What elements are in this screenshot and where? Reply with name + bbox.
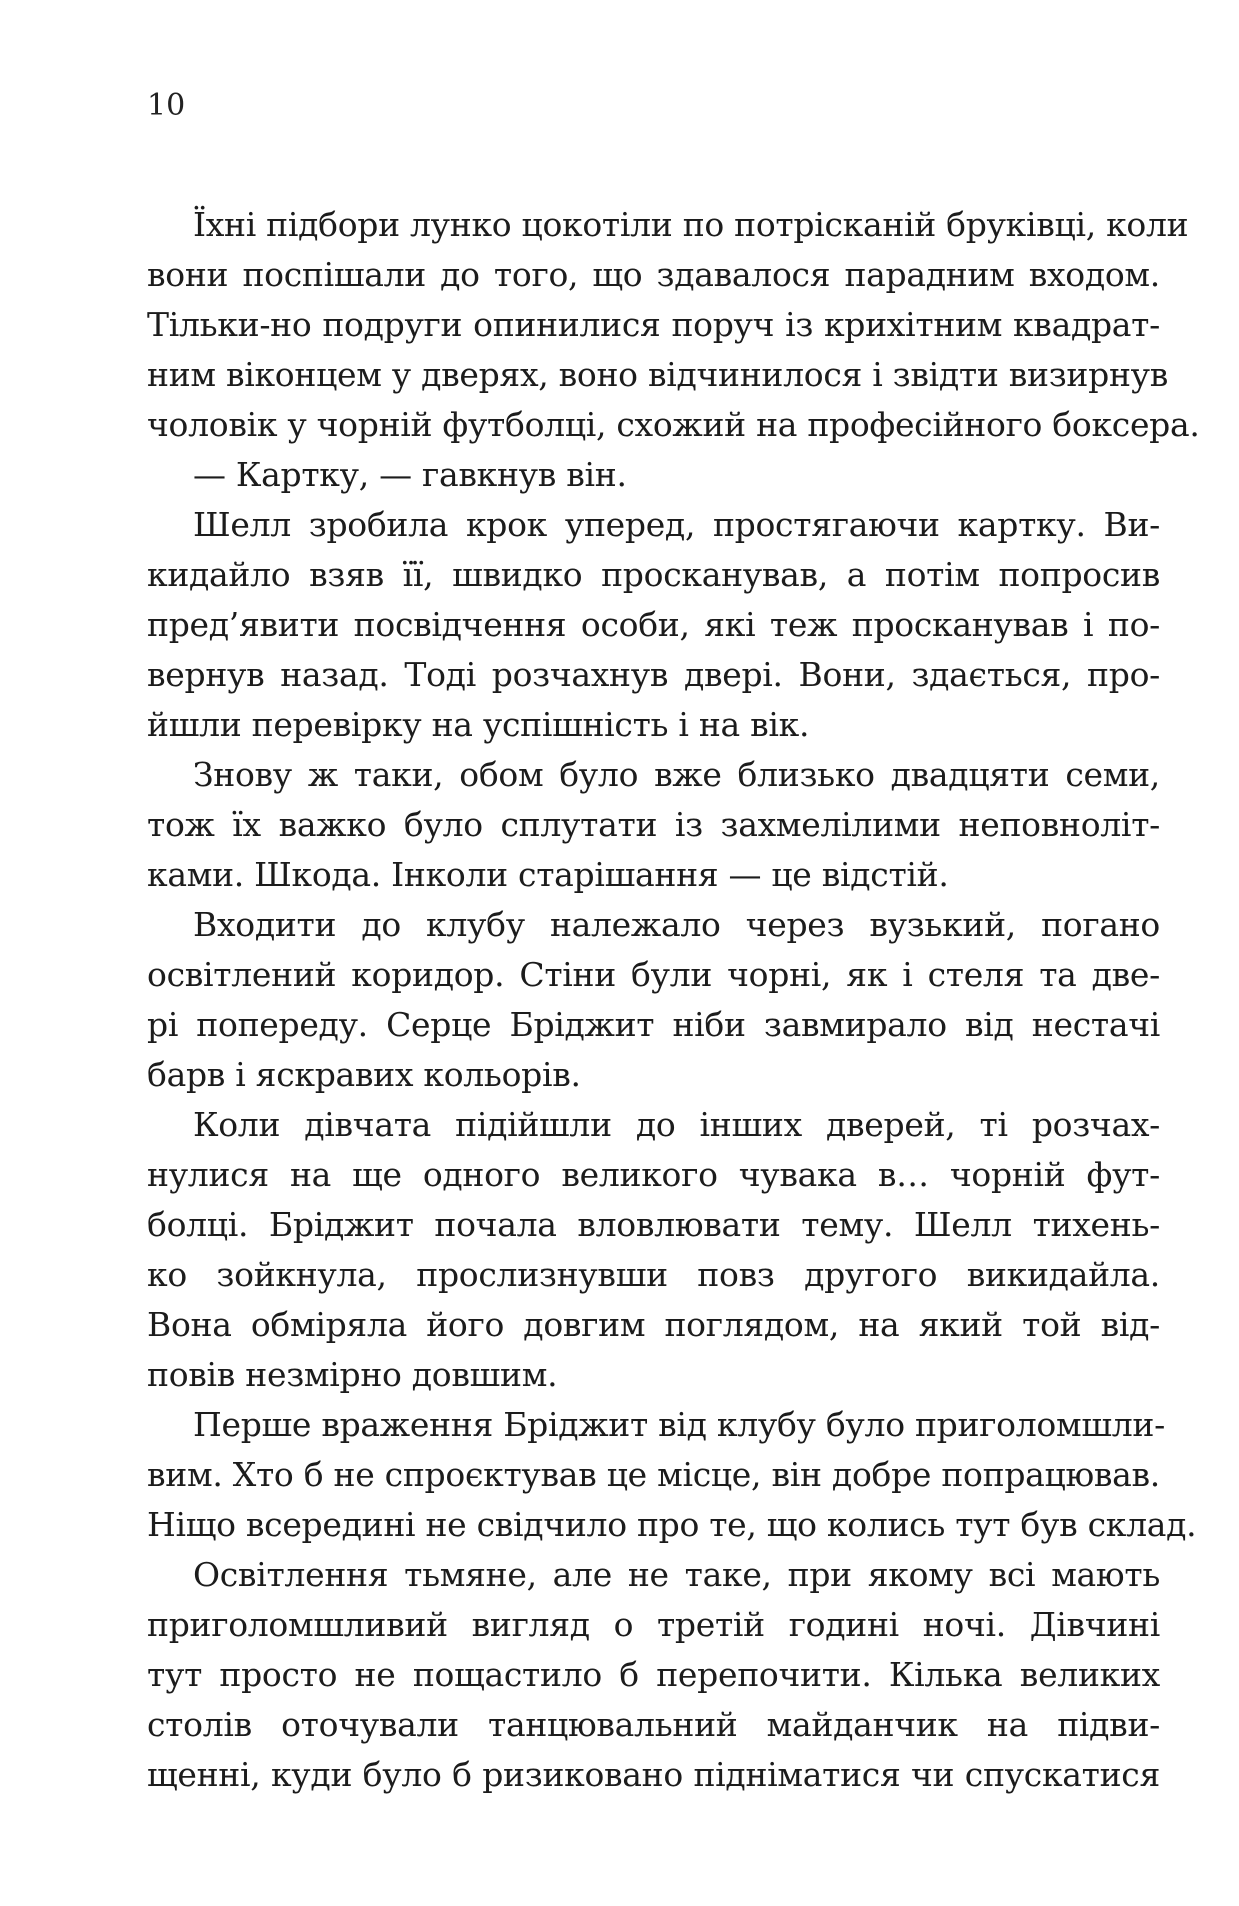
text-line: йшли перевірку на успішність і на вік. xyxy=(147,705,810,744)
paragraph xyxy=(147,1100,1160,1400)
text-line: Освітлення тьмяне, але не таке, при якому всі мають xyxy=(193,1555,1160,1594)
text-line: Шелл зробила крок уперед, простягаючи картку. Ви- xyxy=(193,505,1160,544)
paragraph xyxy=(147,450,1160,500)
text-line: — Картку, — гавкнув він. xyxy=(193,455,627,494)
paragraph xyxy=(147,500,1160,750)
text-line: тут просто не пощастило б перепочити. Кілька великих xyxy=(147,1655,1160,1694)
page-number: 10 xyxy=(147,88,186,123)
text-line: Знову ж таки, обом було вже близько двадцяти семи, xyxy=(193,755,1160,794)
text-line: щенні, куди було б ризиковано підніматися чи спускатися xyxy=(147,1755,1160,1794)
text-line: болці. Бріджит почала вловлювати тему. Шелл тихень- xyxy=(147,1205,1160,1244)
text-line: Тільки-но подруги опинилися поруч із крихітним квадрат- xyxy=(147,305,1160,344)
text-line: Коли дівчата підійшли до інших дверей, ті розчах- xyxy=(193,1105,1160,1144)
text-line: кидайло взяв її, швидко просканував, а потім попросив xyxy=(147,555,1160,594)
text-line: барв і яскравих кольорів. xyxy=(147,1055,581,1094)
text-line: нулися на ще одного великого чувака в… чорній фут- xyxy=(147,1155,1160,1194)
text-line: вим. Хто б не спроєктував це місце, він добре попрацював. xyxy=(147,1455,1160,1494)
text-line: пред’явити посвідчення особи, які теж просканував і по- xyxy=(147,605,1160,644)
text-line: повів незмірно довшим. xyxy=(147,1355,558,1394)
paragraph xyxy=(147,200,1200,450)
paragraph xyxy=(147,900,1160,1100)
text-line: тож їх важко було сплутати із захмелілими неповноліт- xyxy=(147,805,1160,844)
text-line: столів оточували танцювальний майданчик на підви- xyxy=(147,1705,1160,1744)
text-line: вони поспішали до того, що здавалося парадним входом. xyxy=(147,255,1160,294)
text-line: ками. Шкода. Інколи старішання — це відстій. xyxy=(147,855,949,894)
text-line: ним віконцем у дверях, воно відчинилося і звідти визирнув xyxy=(147,355,1169,394)
paragraph xyxy=(147,1400,1197,1550)
text-line: Перше враження Бріджит від клубу було приголомшли- xyxy=(193,1405,1165,1444)
text-line: ко зойкнула, прослизнувши повз другого викидайла. xyxy=(147,1255,1160,1294)
body-text xyxy=(147,200,1200,1800)
text-line: Їхні підбори лунко цокотіли по потрісканій бруківці, коли xyxy=(193,205,1189,244)
text-line: приголомшливий вигляд о третій годині ночі. Дівчині xyxy=(147,1605,1160,1644)
text-line: освітлений коридор. Стіни були чорні, як і стеля та две- xyxy=(147,955,1160,994)
text-line: Вона обміряла його довгим поглядом, на який той від- xyxy=(147,1305,1160,1344)
text-line: Входити до клубу належало через вузький, погано xyxy=(193,905,1160,944)
text-line: Ніщо всередині не свідчило про те, що колись тут був склад. xyxy=(147,1505,1197,1544)
text-line: рі попереду. Серце Бріджит ніби завмирало від нестачі xyxy=(147,1005,1160,1044)
text-line: вернув назад. Тоді розчахнув двері. Вони, здається, про- xyxy=(147,655,1160,694)
paragraph xyxy=(147,750,1160,900)
paragraph xyxy=(147,1550,1160,1800)
text-line: чоловік у чорній футболці, схожий на професійного боксера. xyxy=(147,405,1200,444)
